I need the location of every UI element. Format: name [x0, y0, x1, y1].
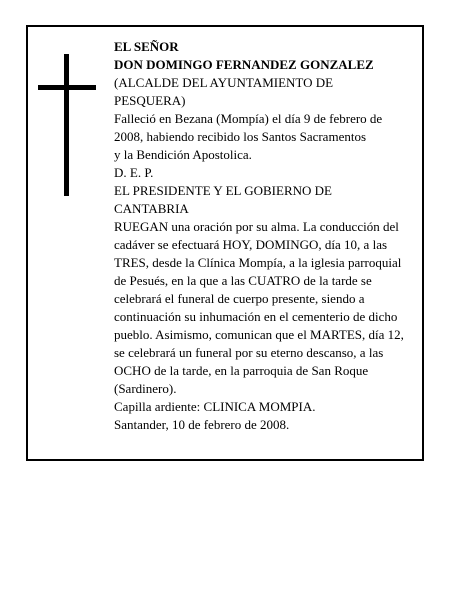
- death-info-line-1: Falleció en Bezana (Mompía) el día 9 de febrero de: [114, 111, 383, 126]
- position-line-2: PESQUERA): [114, 93, 186, 108]
- funeral-details-line-3: TRES, desde la Clínica Mompía, a la iglesia parroquial: [114, 255, 402, 270]
- funeral-details-line-4: de Pesués, en la que a las CUATRO de la tarde se: [114, 273, 372, 288]
- cross-icon: [64, 54, 69, 196]
- position-line-1: (ALCALDE DEL AYUNTAMIENTO DE: [114, 75, 334, 90]
- funeral-details-line-5: celebrará el funeral de cuerpo presente, siendo a: [114, 291, 365, 306]
- deceased-name: DON DOMINGO FERNANDEZ GONZALEZ: [114, 57, 374, 72]
- mourners-line-2: CANTABRIA: [114, 201, 189, 216]
- mourners-line-1: EL PRESIDENTE Y EL GOBIERNO DE: [114, 183, 332, 198]
- funeral-details-line-2: cadáver se efectuará HOY, DOMINGO, día 10, a las: [114, 237, 388, 252]
- funeral-details-line-6: continuación su inhumación en el cementerio de dicho: [114, 309, 398, 324]
- funeral-details-line-7: pueblo. Asimismo, comunican que el MARTES, día 12,: [114, 327, 404, 342]
- funeral-details-line-10: (Sardinero).: [114, 381, 177, 396]
- death-info-line-2: 2008, habiendo recibido los Santos Sacramentos: [114, 129, 367, 144]
- obituary-text-block: [114, 38, 422, 434]
- rip-line: D. E. P.: [114, 165, 154, 180]
- funeral-details-line-9: OCHO de la tarde, en la parroquia de San Roque: [114, 363, 369, 378]
- funeral-details-line-1: RUEGAN una oración por su alma. La conducción del: [114, 219, 399, 234]
- chapel-line: Capilla ardiente: CLINICA MOMPIA.: [114, 399, 316, 414]
- funeral-details-line-8: se celebrará un funeral por su eterno descanso, a las: [114, 345, 384, 360]
- cross-icon-crossbar: [38, 85, 96, 90]
- death-info-line-3: y la Bendición Apostolica.: [114, 147, 252, 162]
- honorific-line: EL SEÑOR: [114, 39, 179, 54]
- place-date-line: Santander, 10 de febrero de 2008.: [114, 417, 290, 432]
